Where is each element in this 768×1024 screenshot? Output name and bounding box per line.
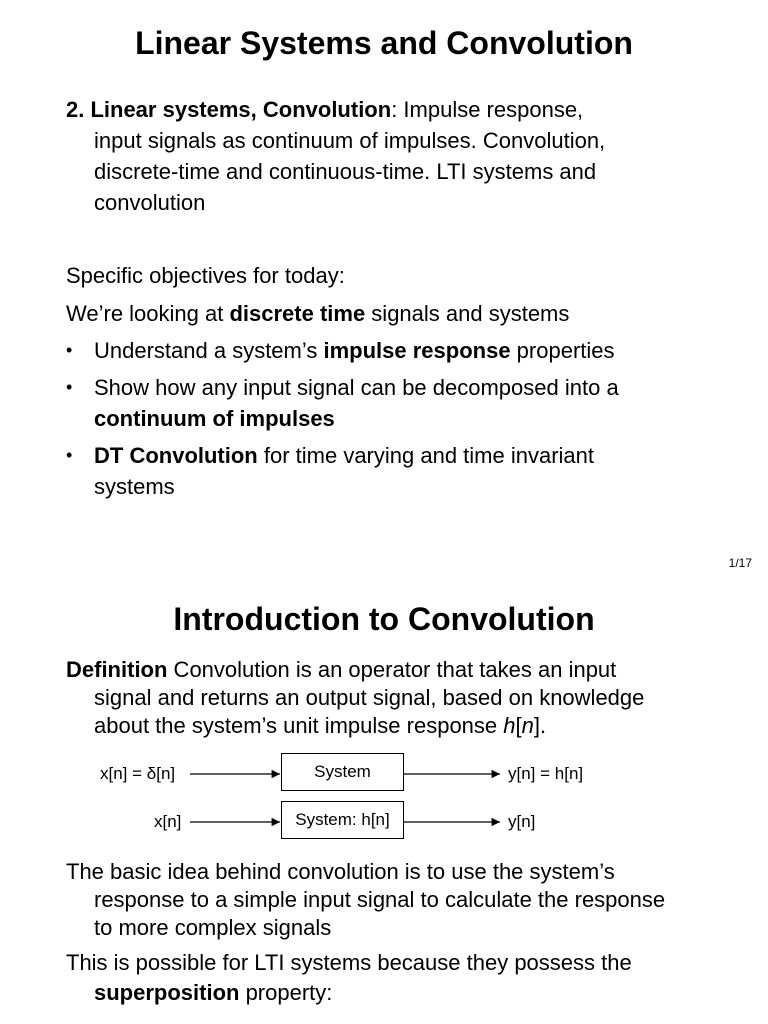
definition-line3-pre: about the system’s unit impulse response [94, 713, 504, 738]
bracket-open: [ [515, 713, 522, 738]
possible-paragraph [66, 948, 726, 1008]
diagram-input-2: x[n] [154, 812, 182, 831]
diagram-output-2: y[n] [508, 812, 536, 831]
slide1-title: Linear Systems and Convolution [135, 25, 633, 61]
bullet-post: for time varying and time invariant [257, 443, 595, 468]
looking-bold: discrete time [229, 301, 366, 326]
bullet-item [66, 335, 726, 366]
definition-rest: Convolution is an operator that takes an input [167, 657, 617, 682]
definition-paragraph [66, 656, 726, 740]
possible-line1: This is possible for LTI systems because they possess the [66, 950, 632, 975]
objectives-heading: Specific objectives for today: [66, 263, 345, 288]
bullet-pre: Understand a system’s [94, 338, 324, 363]
bullet-item [66, 440, 726, 502]
bullet-bold: DT Convolution [94, 443, 258, 468]
intro-paragraph [66, 94, 726, 218]
basic-idea-line: The basic idea behind convolution is to use the system’s [66, 859, 615, 884]
definition-bold: Definition [66, 657, 168, 682]
intro-line: input signals as continuum of impulses. Convolution, [94, 128, 606, 153]
intro-line: discrete-time and continuous-time. LTI systems and [94, 159, 597, 184]
bullet-post: properties [510, 338, 615, 363]
intro-bold: 2. Linear systems, Convolution [66, 97, 392, 122]
system-h-box: System: h[n] [281, 801, 404, 839]
looking-post: signals and systems [365, 301, 570, 326]
bullet-icon: • [66, 340, 73, 360]
definition-line2: signal and returns an output signal, based on knowledge [94, 685, 645, 710]
intro-line: convolution [94, 190, 206, 215]
bullet-icon: • [66, 445, 73, 465]
bullet-bold: impulse response [323, 338, 511, 363]
system-box: System [281, 753, 404, 791]
page-number: 1/17 [728, 556, 752, 570]
looking-pre: We’re looking at [66, 301, 230, 326]
bullet-item [66, 372, 726, 434]
superposition-bold: superposition [94, 980, 240, 1005]
bullet-pre: Show how any input signal can be decomposed into a [94, 375, 619, 400]
intro-rest: : Impulse response, [391, 97, 584, 122]
slide2-title: Introduction to Convolution [173, 601, 595, 637]
basic-idea-line: to more complex signals [94, 915, 332, 940]
definition-line3-post: ]. [533, 713, 547, 738]
basic-idea-line: response to a simple input signal to calculate the response [94, 887, 666, 912]
bullet-line2-bold: continuum of impulses [94, 406, 335, 431]
basic-idea-paragraph [66, 858, 726, 942]
n-symbol: n [521, 713, 534, 738]
bullet-line2: systems [94, 474, 175, 499]
diagram-input-1: x[n] = δ[n] [100, 764, 176, 783]
diagram-output-1: y[n] = h[n] [508, 764, 584, 783]
looking-at-line [66, 298, 569, 329]
bullet-icon: • [66, 377, 73, 397]
possible-post: property: [239, 980, 333, 1005]
h-symbol: h [503, 713, 516, 738]
